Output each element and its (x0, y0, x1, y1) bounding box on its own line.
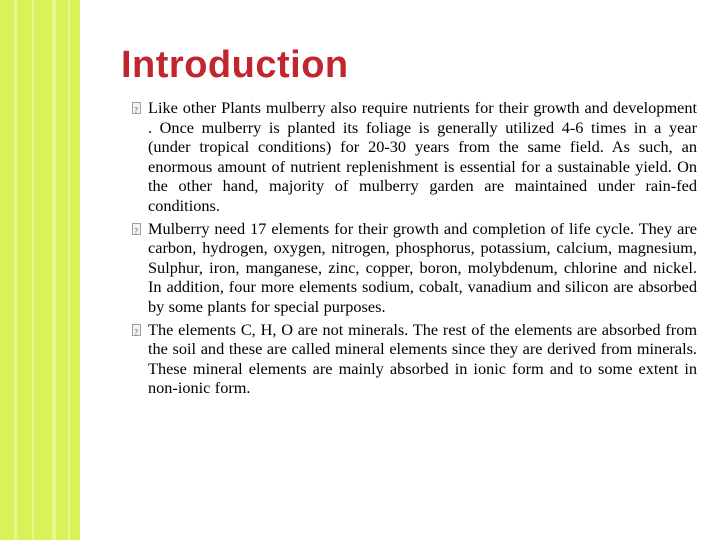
band-stripe (32, 0, 34, 540)
missing-glyph-box-icon (132, 324, 141, 336)
missing-glyph-box-icon (132, 223, 141, 235)
slide-title: Introduction (121, 44, 349, 86)
missing-glyph-box-icon (132, 102, 141, 114)
band-stripe (14, 0, 17, 540)
decorative-side-band (0, 0, 80, 540)
bullet-text: Mulberry need 17 elements for their growth and completion of life cycle. They are carbon, hydrogen, oxygen, nitrogen, phosphorus, potassium, calcium, magnesium, Sulphur, iron, manganese, zinc, copper, boron, molybdenum, chlorine and nickel. In addition, four more elements sodium, cobalt, vanadium and silicon are absorbed by some plants for special purposes. (148, 218, 697, 316)
slide-body (132, 98, 697, 401)
bullet-text: The elements C, H, O are not minerals. The rest of the elements are absorbed from the soil and these are called mineral elements since they are derived from minerals. These mineral elements are mainly absorbed in ionic form and to some extent in non-ionic form. (148, 319, 697, 398)
bullet-item (132, 98, 697, 216)
bullet-text: Like other Plants mulberry also require nutrients for their growth and development . Once mulberry is planted its foliage is generally utilized 4-6 times in a year (under tropical conditions) for 20-30 years from the same field. As such, an enormous amount of nutrient replenishment is essential for a sustainable yield. On the other hand, majority of mulberry garden are maintained under rain-fed conditions. (148, 98, 697, 215)
bullet-item (132, 320, 697, 398)
band-stripe (52, 0, 56, 540)
bullet-item (132, 219, 697, 317)
band-stripe (68, 0, 70, 540)
